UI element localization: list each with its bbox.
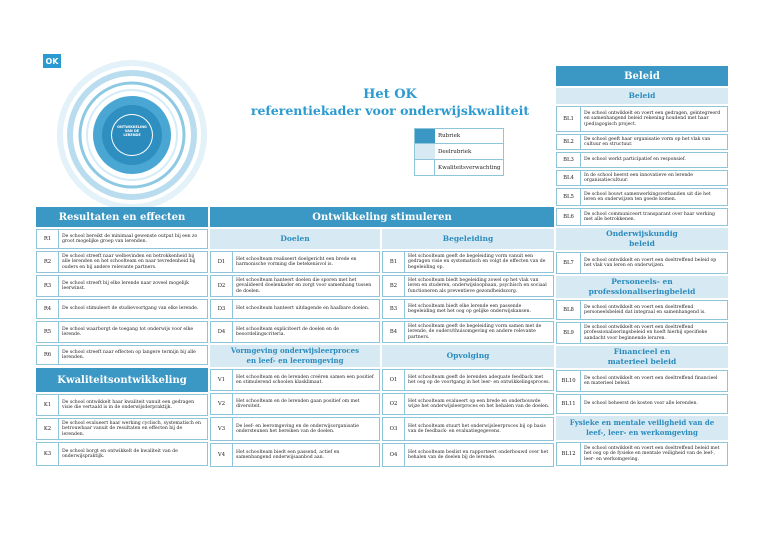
- ontwikkeling-header: Ontwikkeling stimuleren: [210, 207, 554, 227]
- legend-label: Kwaliteitsverwachting: [438, 164, 501, 171]
- item-text: Het schoolteam stuurt het onderwijsleerproces bij op basis van de feedback- en evaluatiegegevens.: [408, 423, 546, 434]
- resultaten-header: Resultaten en effecten: [36, 207, 208, 227]
- item-code: B3: [383, 300, 405, 318]
- beleid-row: [556, 208, 728, 226]
- vormgeving-row: [210, 443, 380, 467]
- item-text: Het schoolteam geeft de lerenden adequate feedback met het oog op de voortgang in het leer- en ontwikkelingsproces.: [408, 374, 550, 385]
- beleid-row: [556, 170, 728, 186]
- financieel-row: [556, 394, 728, 414]
- item-text: De school evalueert haar werking cyclisch, systematisch en betrouwbaar vanuit de resultaten en effecten bij de lerenden.: [62, 420, 201, 437]
- item-code: V4: [211, 444, 233, 466]
- fysieke-header: Fysieke en mentale veiligheid van de leef-, leer- en werkomgeving: [556, 416, 728, 440]
- opvolging-row: [382, 443, 554, 467]
- item-code: B1: [383, 252, 405, 272]
- item-code: BL11: [557, 395, 581, 413]
- beleid-row: [556, 134, 728, 150]
- item-code: K1: [37, 395, 59, 415]
- fysieke-row: [556, 442, 728, 466]
- item-text: Het schoolteam expliciteert de doelen en de beoordelingscriteria.: [236, 326, 340, 337]
- item-text: Het schoolteam realiseert doelgericht een brede en harmonische vorming die betekenisvol is.: [236, 256, 357, 267]
- personeel-header: Personeels- en professionaliseringbeleid: [556, 276, 728, 298]
- item-text: De school beheerst de kosten voor alle lerenden.: [584, 401, 698, 407]
- item-text: De school stimuleert de studievoortgang van elke lerende.: [62, 306, 199, 312]
- item-text: De leef- en leeromgeving en de onderwijsorganisatie ondersteunen het bereiken van de doelen.: [236, 423, 359, 434]
- resultaten-row: [36, 321, 208, 343]
- item-text: Het schoolteam beslist en rapporteert onderbouwd over het behalen van de doelen bij de lerende.: [408, 449, 549, 460]
- item-text: De school geeft haar organisatie vorm op het vlak van cultuur en structuur.: [584, 136, 711, 147]
- wheel-center-label: ONTWIKKELING VAN DE LERENDE: [117, 125, 147, 138]
- resultaten-row: [36, 275, 208, 297]
- item-code: V3: [211, 418, 233, 440]
- legend-label: Deelrubriek: [438, 148, 472, 155]
- item-text: Het schoolteam evalueert op een brede en onderbouwde wijze het onderwijsleerproces en het behalen van de doelen.: [408, 398, 550, 409]
- opvolging-row: [382, 369, 554, 391]
- item-code: D1: [211, 252, 233, 272]
- item-text: De school streeft naar welbevinden en betrokkenheid bij alle lerenden en het schoolteam en naar tevredenheid bij ouders en bij andere relevante partners.: [62, 253, 196, 270]
- legend: [414, 128, 504, 176]
- beleid-row: [556, 152, 728, 168]
- doelen-row: [210, 321, 380, 343]
- item-text: De school borgt en ontwikkelt de kwaliteit van de onderwijspraktijk.: [62, 448, 178, 459]
- legend-label: Rubriek: [438, 133, 461, 139]
- item-text: De school streeft bij elke lerende naar zoveel mogelijk leerwinst.: [62, 280, 189, 291]
- title-line-1: Het OK: [363, 87, 417, 102]
- item-code: B4: [383, 322, 405, 342]
- item-code: V2: [211, 394, 233, 414]
- item-code: BL12: [557, 443, 581, 465]
- item-code: K2: [37, 419, 59, 439]
- item-text: De school waarborgt de toegang tot onderwijs voor elke lerende.: [62, 326, 194, 337]
- item-text: De school ontwikkelt en voert een doeltreffend beleid met het oog op de fysieke en mentale veiligheid van de leef-, leer- en werkomgeving.: [584, 445, 720, 462]
- item-text: De school streeft naar effecten op langere termijn bij alle lerenden.: [62, 349, 196, 360]
- begeleiding-header: Begeleiding: [382, 229, 554, 249]
- item-text: Het schoolteam geeft de begeleiding vorm samen met de lerende, de ouders/thuisomgeving en andere relevante partners.: [408, 323, 542, 340]
- beleid-sub-header: Beleid: [556, 88, 728, 104]
- begeleiding-row: [382, 321, 554, 343]
- item-code: BL10: [557, 371, 581, 391]
- doelen-row: [210, 275, 380, 297]
- item-text: Het schoolteam biedt elke lerende een passende begeleiding met het oog op gelijke onderwijskansen.: [408, 303, 531, 314]
- item-text: De school ontwikkelt en voert een doeltreffend professionaliseringsbeleid en hoeft hierbij specifieke aandacht voor beginnende leraren.: [584, 324, 708, 341]
- financieel-row: [556, 370, 728, 392]
- item-code: O4: [383, 444, 405, 466]
- item-code: D4: [211, 322, 233, 342]
- item-text: De school bouwt samenwerkingsverbanden uit die het leren en onderwijzen ten goede komen.: [584, 191, 711, 202]
- item-text: De school ontwikkelt haar kwaliteit vanuit een gedragen visie die vertaald is in de onderwijsderpraktijk.: [62, 399, 195, 410]
- legend-item-kwaliteitsverwachting: [414, 160, 504, 176]
- item-code: R4: [37, 300, 59, 318]
- item-code: BL2: [557, 135, 581, 149]
- onderwijskundig-row: [556, 252, 728, 274]
- item-code: R3: [37, 276, 59, 296]
- item-code: O1: [383, 370, 405, 390]
- item-text: Het schoolteam en de lerenden creëren samen een positief en stimulerend schoolen klasklimaat.: [236, 374, 374, 385]
- item-code: O2: [383, 394, 405, 414]
- item-text: De school ontwikkelt en voert een doeltreffend personeelsbeleid dat integraal en samenhangend is.: [584, 304, 706, 315]
- item-text: De school communiceert transparant over haar werking met alle betrokkenen.: [584, 211, 715, 222]
- item-text: Het schoolteam hanteert doelen die sporen met het gevalideerd doelenkader en zorgt voor samenhang tussen de doelen.: [236, 277, 372, 294]
- personeel-row: [556, 322, 728, 344]
- item-text: Het schoolteam biedt een passend, actief en samenhangend onderwijsaanbod aan.: [236, 449, 340, 460]
- item-code: R2: [37, 252, 59, 272]
- kwaliteit-header: Kwaliteitsontwikkeling: [36, 368, 208, 392]
- item-code: BL3: [557, 153, 581, 167]
- item-text: Het schoolteam en de lerenden gaan positief om met diversiteit.: [236, 398, 360, 409]
- doelen-header: Doelen: [210, 229, 380, 249]
- item-code: D3: [211, 300, 233, 318]
- beleid-row: [556, 188, 728, 206]
- item-code: BL5: [557, 189, 581, 205]
- kwaliteit-row: [36, 418, 208, 440]
- begeleiding-row: [382, 275, 554, 297]
- item-code: BL6: [557, 209, 581, 225]
- doelen-row: [210, 299, 380, 319]
- doelen-row: [210, 251, 380, 273]
- beleid-row: [556, 106, 728, 132]
- vormgeving-row: [210, 393, 380, 415]
- page-title: [225, 87, 555, 118]
- title-line-2: referentiekader voor onderwijskwaliteit: [250, 103, 530, 118]
- opvolging-row: [382, 417, 554, 441]
- legend-item-deelrubriek: [414, 144, 504, 160]
- legend-swatch: [415, 160, 435, 175]
- legend-swatch: [415, 144, 435, 159]
- vormgeving-row: [210, 417, 380, 441]
- legend-item-rubriek: [414, 128, 504, 144]
- item-code: R1: [37, 230, 59, 248]
- item-code: BL1: [557, 107, 581, 131]
- item-text: Het schoolteam biedt begeleiding zowel op het vlak van leren en studeren, onderwijsloopbaan, psychisch en sociaal functioneren als preventieve gezondheidszorg.: [408, 277, 547, 294]
- item-code: BL8: [557, 301, 581, 319]
- beleid-header: Beleid: [556, 66, 728, 86]
- opvolging-header: Opvolging: [382, 345, 554, 367]
- vormgeving-row: [210, 369, 380, 391]
- item-code: V1: [211, 370, 233, 390]
- kwaliteit-row: [36, 394, 208, 416]
- item-code: BL7: [557, 253, 581, 273]
- item-code: B2: [383, 276, 405, 296]
- item-text: De school bereikt de minimaal gewenste output bij een zo groot mogelijke groep van lerenden.: [62, 233, 198, 244]
- item-text: De school werkt participatief en responsief.: [584, 157, 686, 163]
- resultaten-row: [36, 229, 208, 249]
- item-text: De school ontwikkelt en voert een doeltreffend financieel en materieel beleid.: [584, 375, 718, 386]
- vormgeving-header: Vormgeving onderwijsleerproces en leef- en leeromgeving: [210, 345, 380, 367]
- item-text: Het schoolteam hanteert uitdagende en haalbare doelen.: [236, 306, 370, 312]
- resultaten-row: [36, 251, 208, 273]
- ok-logo: OK: [43, 54, 61, 68]
- item-code: R6: [37, 346, 59, 364]
- item-code: BL4: [557, 171, 581, 185]
- personeel-row: [556, 300, 728, 320]
- item-code: K3: [37, 443, 59, 465]
- begeleiding-row: [382, 299, 554, 319]
- item-code: D2: [211, 276, 233, 296]
- item-code: BL9: [557, 323, 581, 343]
- item-text: De school ontwikkelt en voert een gedragen, geïntegreerd en samenhangend beleid rekening houdend met haar (ped)agogisch project.: [584, 110, 721, 127]
- kwaliteit-row: [36, 442, 208, 466]
- item-code: O3: [383, 418, 405, 440]
- item-text: Het schoolteam geeft de begeleiding vorm vanuit een gedragen visie en systematisch en volgt de effecten van de begeleiding op.: [408, 253, 546, 270]
- legend-swatch: [415, 129, 435, 143]
- begeleiding-row: [382, 251, 554, 273]
- item-text: De school ontwikkelt en voert een doeltreffend beleid op het vlak van leren en onderwijzen.: [584, 257, 717, 268]
- resultaten-row: [36, 299, 208, 319]
- resultaten-row: [36, 345, 208, 365]
- onderwijskundig-header: Onderwijskundig beleid: [556, 228, 728, 250]
- item-text: In de school heerst een innovatieve en lerende organisatiecultuur.: [584, 172, 693, 183]
- item-code: R5: [37, 322, 59, 342]
- opvolging-row: [382, 393, 554, 415]
- financieel-header: Financieel en materieel beleid: [556, 346, 728, 368]
